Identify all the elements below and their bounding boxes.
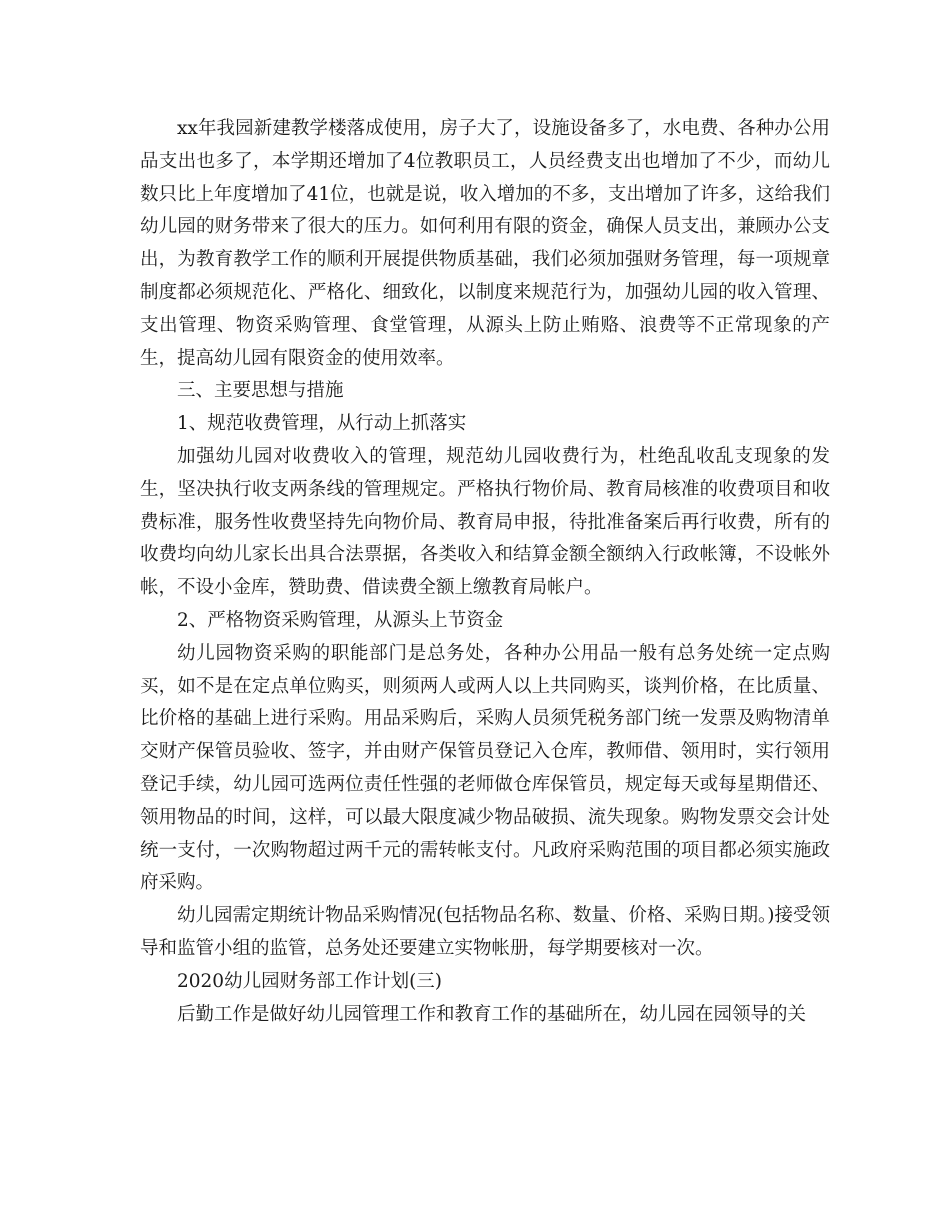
subheading-procurement: 2、严格物资采购管理，从源头上节资金 xyxy=(177,609,504,631)
paragraph-fee-management: 加强幼儿园对收费收入的管理，规范幼儿园收费行为，杜绝乱收乱支现象的发生，坚决执行收支两条线的管理规定。严格执行物价局、教育局核准的收费项目和收费标准，服务性收费坚持先向物价局、教育局申报，待批准备案后再行收费，所有的收费均向幼儿家长出具合法票据，各类收入和结算金额全额纳入行政帐簿，不设帐外帐，不设小金库，赞助费、借读费全额上缴教育局帐户。 xyxy=(140,445,830,599)
document-body xyxy=(140,113,830,1031)
section-heading-main-ideas: 三、主要思想与措施 xyxy=(177,380,344,402)
paragraph-procurement: 幼儿园物资采购的职能部门是总务处，各种办公用品一般有总务处统一定点购买，如不是在定点单位购买，则须两人或两人以上共同购买，谈判价格，在比质量、比价格的基础上进行采购。用品采购后，采购人员须凭税务部门统一发票及购物清单交财产保管员验收、签字，并由财产保管员登记入仓库，教师借、领用时，实行领用登记手续，幼儿园可选两位责任性强的老师做仓库保管员，规定每天或每星期借还、领用物品的时间，这样，可以最大限度减少物品破损、流失现象。购物发票交会计处统一支付，一次购物超过两千元的需转帐支付。凡政府采购范围的项目都必须实施政府采购。 xyxy=(140,642,830,894)
section-heading-plan-three: 2020幼儿园财务部工作计划(三) xyxy=(177,970,443,992)
paragraph-procurement-stats: 幼儿园需定期统计物品采购情况(包括物品名称、数量、价格、采购日期。)接受领导和监管小组的监管，总务处还要建立实物帐册，每学期要核对一次。 xyxy=(140,905,830,959)
paragraph-logistics: 后勤工作是做好幼儿园管理工作和教育工作的基础所在，幼儿园在园领导的关 xyxy=(177,1003,807,1025)
paragraph-budget-pressure: xx年我园新建教学楼落成使用，房子大了，设施设备多了，水电费、各种办公用品支出也多了，本学期还增加了4位教职员工，人员经费支出也增加了不少，而幼儿数只比上年度增加了41位，也就是说，收入增加的不多，支出增加了许多，这给我们幼儿园的财务带来了很大的压力。如何利用有限的资金，确保人员支出，兼顾办公支出，为教育教学工作的顺利开展提供物质基础，我们必须加强财务管理，每一项规章制度都必须规范化、严格化、细致化，以制度来规范行为，加强幼儿园的收入管理、支出管理、物资采购管理、食堂管理，从源头上防止贿赂、浪费等不正常现象的产生，提高幼儿园有限资金的使用效率。 xyxy=(140,118,830,369)
subheading-fee-management: 1、规范收费管理，从行动上抓落实 xyxy=(177,413,467,435)
